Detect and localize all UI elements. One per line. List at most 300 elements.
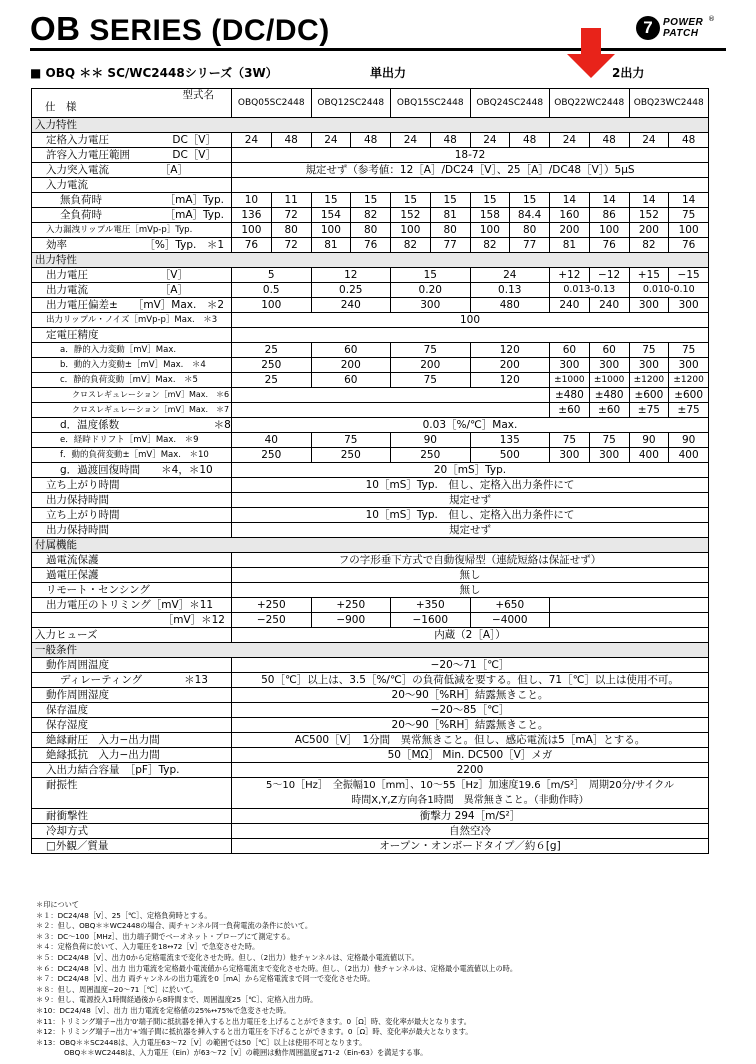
cell: ±480 [589, 388, 629, 403]
row-shock [32, 809, 709, 824]
label: 立ち上がり時間 [32, 508, 232, 523]
footnote: ＊１：DC24/48［V］、25［℃］、定格負荷時とする。 [36, 910, 212, 920]
cell: 15 [351, 193, 391, 208]
footnote: ＊７：DC24/48［V］、出力 両チャンネルの出力電流を0［mA］から定格電流まで同一で変化させた時。 [36, 974, 375, 984]
cell: ±1200 [669, 373, 709, 388]
footnote: OBQ＊＊WC2448は、入力電圧（Ein）が63〜72［V］の範囲は動作周囲温度≦71-2（Ein-63）を満足する事。 [64, 1048, 428, 1058]
cell: 20〜90［%RH］結露無きこと。 [232, 688, 709, 703]
cell: 内蔵（2［A］） [232, 628, 709, 643]
spec-label: 仕 様 [45, 101, 77, 113]
cell: 400 [629, 448, 669, 463]
label: 効率 [46, 239, 67, 251]
footnote: ＊６：DC24/48［V］、出力 出力電流を定格最小電流値から定格電流まで変化させた時。但し、（2出力）他チャンネルは、定格最小電流値以上の時。 [36, 963, 518, 973]
row-no-load [32, 193, 709, 208]
cell: 100 [391, 223, 431, 238]
cell: 75 [629, 343, 669, 358]
red-arrow-icon [565, 28, 617, 80]
label: ［mV］＊12 [32, 613, 232, 628]
cell: −12 [589, 268, 629, 283]
footnote: ＊８：但し、周囲温度−20〜71［℃］に於いて。 [36, 984, 198, 994]
cell: 76 [351, 238, 391, 253]
cell: 75 [391, 373, 471, 388]
cell: 0.010-0.10 [629, 283, 709, 298]
cell: 76 [589, 238, 629, 253]
row-dyn-load [32, 448, 709, 463]
spec-table [31, 88, 709, 854]
cell: オープン・オンボードタイプ／約６[g] [232, 839, 709, 854]
dual-output-label: 2出力 [612, 66, 645, 80]
cell: ±75 [669, 403, 709, 418]
label: 保存温度 [32, 703, 232, 718]
cell: 72 [271, 238, 311, 253]
cell: 40 [232, 433, 312, 448]
label: 耐振性 [32, 778, 232, 809]
label: 立ち上がり時間 [32, 478, 232, 493]
row-ripple-in [32, 223, 709, 238]
cell: 300 [589, 448, 629, 463]
cell: 無し [232, 583, 709, 598]
cell: 480 [470, 298, 550, 313]
cell: −20〜71［℃］ [232, 658, 709, 673]
cell: ±480 [550, 388, 590, 403]
cell: 0.13 [470, 283, 550, 298]
cell: 80 [510, 223, 550, 238]
cell: 82 [629, 238, 669, 253]
row-rise1 [32, 478, 709, 493]
cell [232, 778, 709, 809]
label: 入力漏洩リップル電圧［mVp-p］Typ. [32, 223, 232, 238]
cell: ±1200 [629, 373, 669, 388]
cell: 24 [232, 133, 272, 148]
cell: 300 [391, 298, 471, 313]
cell: +650 [470, 598, 550, 613]
cell: 48 [589, 133, 629, 148]
vibration-line2: 時間X,Y,Z方向各1時間 異常無きこと。（非動作時） [351, 795, 589, 806]
cell: 158 [470, 208, 510, 223]
footnotes [36, 900, 517, 1059]
cell: 自然空冷 [232, 824, 709, 839]
cell: 500 [470, 448, 550, 463]
row-op-temp [32, 658, 709, 673]
cell: 200 [629, 223, 669, 238]
cell: 77 [510, 238, 550, 253]
cell: 2200 [232, 763, 709, 778]
cell: 160 [550, 208, 590, 223]
row-cooling [32, 824, 709, 839]
cell: 77 [430, 238, 470, 253]
model-name: OBQ22WC2448 [550, 89, 630, 118]
cell: 48 [510, 133, 550, 148]
empty-span [550, 613, 709, 628]
cell: 14 [669, 193, 709, 208]
cell: ±600 [669, 388, 709, 403]
cell: 82 [351, 208, 391, 223]
label: □外観／質量 [32, 839, 232, 854]
cell: 300 [550, 448, 590, 463]
cell: 15 [430, 193, 470, 208]
cell: +250 [311, 598, 391, 613]
unit: ［%］Typ. ＊1 [144, 239, 224, 251]
cell: 0.5 [232, 283, 312, 298]
label: g．過渡回復時間 ＊4，＊10 [32, 463, 232, 478]
unit: ［mA］Typ. [164, 209, 224, 221]
logo-text [663, 17, 703, 39]
cell: 規定せず [232, 523, 709, 538]
model-name: OBQ24SC2448 [470, 89, 550, 118]
cell: 82 [470, 238, 510, 253]
cell: 300 [550, 358, 590, 373]
cell: 25 [232, 343, 312, 358]
row-vibration [32, 778, 709, 809]
label: 絶縁抵抗 入力−出力間 [32, 748, 232, 763]
cell: 80 [430, 223, 470, 238]
cell: ±60 [550, 403, 590, 418]
cell: ±1000 [550, 373, 590, 388]
cell: 75 [391, 343, 471, 358]
cell: 136 [232, 208, 272, 223]
footnote: ＊９：但し、電源投入1時間経過後から8時間まで、周囲温度25［℃］、定格入出力時。 [36, 995, 318, 1005]
model-header-label [32, 89, 232, 118]
cell: −4000 [470, 613, 550, 628]
cell: 0.03［%/℃］Max. [232, 418, 709, 433]
cell: フの字形垂下方式で自動復帰型（連続短絡は保証せず） [232, 553, 709, 568]
cell: 90 [391, 433, 471, 448]
cell: 120 [470, 373, 550, 388]
cell: 75 [311, 433, 391, 448]
unit: ［A］ [159, 284, 188, 296]
cell: −900 [311, 613, 391, 628]
label: リモート・センシング [32, 583, 232, 598]
cell: 15 [311, 193, 351, 208]
cell: 60 [311, 343, 391, 358]
cell: 80 [351, 223, 391, 238]
cell: 24 [470, 268, 550, 283]
cell: 100 [470, 223, 510, 238]
logo-line2: PATCH [663, 28, 699, 39]
row-out-current [32, 283, 709, 298]
model-name: OBQ23WC2448 [629, 89, 709, 118]
cell: 154 [311, 208, 351, 223]
cell: 12 [311, 268, 391, 283]
row-temp-coef [32, 418, 709, 433]
label: d．温度係数 ＊8 [32, 418, 232, 433]
cell: 規定せず [232, 493, 709, 508]
row-v-dev [32, 298, 709, 313]
cell: 300 [629, 358, 669, 373]
label: 過電圧保護 [32, 568, 232, 583]
cell: AC500［V］ 1分間 異常無きこと。但し、感応電流は5［mA］とする。 [232, 733, 709, 748]
row-load-reg [32, 373, 709, 388]
label: 耐衝撃性 [32, 809, 232, 824]
model-label: 型式名 [182, 89, 214, 101]
row-ripple-out [32, 313, 709, 328]
cell: 76 [232, 238, 272, 253]
cell: 48 [430, 133, 470, 148]
cell: 200 [311, 358, 391, 373]
cell: 75 [669, 208, 709, 223]
row-rated-input [32, 133, 709, 148]
label: f．動的負荷変動±［mV］Max. ＊10 [32, 448, 232, 463]
row-input-current [32, 178, 709, 193]
cell: 75 [589, 433, 629, 448]
cell: ±60 [589, 403, 629, 418]
cell: 100 [232, 298, 312, 313]
cell: 48 [351, 133, 391, 148]
cell: 300 [629, 298, 669, 313]
empty-span [232, 388, 550, 403]
label: 過電流保護 [32, 553, 232, 568]
cell: 10 [232, 193, 272, 208]
cell: 24 [311, 133, 351, 148]
unit: ［mV］Max. ＊2 [132, 299, 224, 311]
label: c．静的負荷変動［mV］Max. ＊5 [32, 373, 232, 388]
cell: 15 [470, 193, 510, 208]
label: e．経時ドリフト［mV］Max. ＊9 [32, 433, 232, 448]
label: 出力電流 [46, 284, 88, 296]
logo-mark: 7 [636, 16, 660, 40]
footnote: ＊12：トリミング端子−出力'+'端子間に抵抗器を挿入すると出力電圧を下げることができます。0［Ω］時、変化率が最大となります。 [36, 1027, 473, 1037]
cell: 200 [550, 223, 590, 238]
header-rule [30, 48, 726, 51]
cell: 24 [550, 133, 590, 148]
label: 無負荷時 [60, 194, 102, 206]
section-general: 一般条件 [32, 643, 709, 658]
label: 出力電圧 [46, 269, 88, 281]
cell: 100 [232, 223, 272, 238]
cell: 10［mS］Typ. 但し、定格入出力条件にて [232, 508, 709, 523]
cell: 20［mS］Typ. [232, 463, 709, 478]
footnote: ＊印について [36, 900, 79, 909]
single-output-label: 単出力 [370, 66, 407, 80]
cell: 48 [669, 133, 709, 148]
vibration-line1: 5〜10［Hz］ 全振幅10［mm］、10〜55［Hz］加速度19.6［m/S²］ 周期20分/サイクル [266, 780, 674, 791]
footnote: ＊３：DC〜100［MHz］、出力端子間でベーオネット・プローブにて測定する。 [36, 931, 295, 941]
cell: 100 [669, 223, 709, 238]
cell: 24 [629, 133, 669, 148]
label: クロスレギュレーション［mV］Max. ＊7 [32, 403, 232, 418]
series-prefix: OB [30, 10, 81, 47]
cell: 250 [232, 448, 312, 463]
cell: 60 [550, 343, 590, 358]
cell: 200 [391, 358, 471, 373]
section-output: 出力特性 [32, 253, 709, 268]
cell: 152 [391, 208, 431, 223]
label: 保存湿度 [32, 718, 232, 733]
label: 入出力結合容量 ［pF］Typ. [32, 763, 232, 778]
cell: 50［MΩ］ Min. DC500［V］メガ [232, 748, 709, 763]
cell: 衝撃力 294［m/S²］ [232, 809, 709, 824]
row-op-hum [32, 688, 709, 703]
cell: 81 [311, 238, 351, 253]
label: b．動的入力変動±［mV］Max. ＊4 [32, 358, 232, 373]
cell: 300 [669, 298, 709, 313]
label: 定電圧精度 [32, 328, 232, 343]
label: 動作周囲温度 [32, 658, 232, 673]
row-allow-range [32, 148, 709, 163]
cell: 400 [669, 448, 709, 463]
label: 冷却方式 [32, 824, 232, 839]
cell: 240 [589, 298, 629, 313]
cell: 81 [430, 208, 470, 223]
label: 動作周囲湿度 [32, 688, 232, 703]
cell: 86 [589, 208, 629, 223]
cell: ±600 [629, 388, 669, 403]
unit: ［V］ [159, 269, 188, 281]
cell: 75 [550, 433, 590, 448]
cell: 14 [589, 193, 629, 208]
cell: 無し [232, 568, 709, 583]
row-st-hum [32, 718, 709, 733]
logo-line1: POWER [663, 17, 704, 28]
row-insulation [32, 748, 709, 763]
label: 出力保持時間 [32, 493, 232, 508]
cell: 100 [311, 223, 351, 238]
row-dyn-line [32, 358, 709, 373]
cell: 80 [271, 223, 311, 238]
row-label [32, 133, 232, 148]
cell: −1600 [391, 613, 471, 628]
footnote: ＊13：OBQ＊＊SC2448は、入力電圧63〜72［V］の範囲では50［℃］以上は使用不可となります。 [36, 1037, 367, 1047]
model-name: OBQ05SC2448 [232, 89, 312, 118]
row-trim12 [32, 613, 709, 628]
cell: 152 [629, 208, 669, 223]
cell: 20〜90［%RH］結露無きこと。 [232, 718, 709, 733]
cell: 300 [589, 358, 629, 373]
label: 定格入力電圧 [46, 134, 109, 146]
cell: 76 [669, 238, 709, 253]
row-accuracy [32, 328, 709, 343]
cell: 120 [470, 343, 550, 358]
label: 出力電圧偏差± [46, 299, 118, 311]
cell: ±1000 [589, 373, 629, 388]
cell: 82 [391, 238, 431, 253]
cell: −250 [232, 613, 312, 628]
cell: +15 [629, 268, 669, 283]
cell: 240 [311, 298, 391, 313]
series-suffix: SERIES (DC/DC) [89, 14, 330, 47]
row-fuse [32, 628, 709, 643]
page-title [30, 10, 330, 48]
footnote: ＊10：DC24/48［V］、出力 出力電流を定格値の25%↔75%で急変させた時。 [36, 1005, 291, 1015]
subtitle: ■ OBQ ＊＊ SC/WC2448シリーズ（3W） [30, 66, 278, 80]
label: 入力ヒューズ [32, 628, 232, 643]
cell: 84.4 [510, 208, 550, 223]
label: a．静的入力変動［mV］Max. [32, 343, 232, 358]
cell: +350 [391, 598, 471, 613]
cell: 60 [589, 343, 629, 358]
row-coupling [32, 763, 709, 778]
cell: 11 [271, 193, 311, 208]
model-name: OBQ15SC2448 [391, 89, 471, 118]
empty-span [232, 403, 550, 418]
label: 全負荷時 [60, 209, 102, 221]
cell: 300 [669, 358, 709, 373]
cell: +12 [550, 268, 590, 283]
cell: 0.013-0.13 [550, 283, 630, 298]
label: 入力電流 [32, 178, 232, 193]
cell: 14 [550, 193, 590, 208]
label: ディレーティング ＊13 [32, 673, 232, 688]
section-functions: 付属機能 [32, 538, 709, 553]
footnote: ＊11：トリミング端子−出力'0'端子間に抵抗器を挿入すると出力電圧を上げることができます。0［Ω］時、変化率が最大となります。 [36, 1016, 471, 1026]
cell: 18-72 [232, 148, 709, 163]
cell: ±75 [629, 403, 669, 418]
unit: ［A］ [159, 164, 188, 176]
row-remote [32, 583, 709, 598]
row-out-voltage [32, 268, 709, 283]
unit: ［mA］Typ. [164, 194, 224, 206]
row-recovery [32, 463, 709, 478]
cell: 240 [550, 298, 590, 313]
cell: 90 [629, 433, 669, 448]
model-name: OBQ12SC2448 [311, 89, 391, 118]
cell: 14 [629, 193, 669, 208]
cell: 10［mS］Typ. 但し、定格入出力条件にて [232, 478, 709, 493]
cell: 60 [311, 373, 391, 388]
cell: 25 [232, 373, 312, 388]
cell: 135 [470, 433, 550, 448]
cell: −20〜85［℃］ [232, 703, 709, 718]
cell: 75 [669, 343, 709, 358]
cell: 規定せず（参考値：12［A］/DC24［V］、25［A］/DC48［V］）5μS [232, 163, 709, 178]
footnote: ＊５：DC24/48［V］、出力0から定格電流まで変化させた時。但し、（2出力）他チャンネルは、定格最小電流値以下。 [36, 952, 419, 962]
cell: 48 [271, 133, 311, 148]
cell: 5 [232, 268, 312, 283]
row-derating [32, 673, 709, 688]
footnote: ＊４：定格負荷に於いて、入力電圧を18↔72［V］で急変させた時。 [36, 942, 260, 952]
row-rise2 [32, 508, 709, 523]
cell: 0.25 [311, 283, 391, 298]
cell: 100 [232, 313, 709, 328]
label: 許容入力電圧範囲 [46, 149, 130, 161]
row-ovp [32, 568, 709, 583]
row-cross6 [32, 388, 709, 403]
empty-span [550, 598, 709, 613]
row-withstand [32, 733, 709, 748]
cell: +250 [232, 598, 312, 613]
cell: 72 [271, 208, 311, 223]
unit: DC［V］ [172, 149, 216, 161]
cell: 200 [470, 358, 550, 373]
row-st-temp [32, 703, 709, 718]
cell: 15 [510, 193, 550, 208]
logo-registered: ® [708, 15, 715, 23]
row-hold2 [32, 523, 709, 538]
label: 絶縁耐圧 入力−出力間 [32, 733, 232, 748]
label: 出力保持時間 [32, 523, 232, 538]
row-ocp [32, 553, 709, 568]
cell: −15 [669, 268, 709, 283]
cell: 250 [391, 448, 471, 463]
row-full-load [32, 208, 709, 223]
model-header-row [32, 89, 709, 118]
cell: 50［℃］以上は、3.5［%/℃］の負荷低減を要する。但し、71［℃］以上は使用不可。 [232, 673, 709, 688]
row-appearance [32, 839, 709, 854]
cell: 15 [391, 193, 431, 208]
cell: 24 [391, 133, 431, 148]
label: クロスレギュレーション［mV］Max. ＊6 [32, 388, 232, 403]
label: 入力突入電流 [46, 164, 109, 176]
label: 出力リップル・ノイズ［mVp-p］Max. ＊3 [32, 313, 232, 328]
unit: DC［V］ [172, 134, 216, 146]
row-line-reg [32, 343, 709, 358]
row-inrush [32, 163, 709, 178]
footnote: ＊２：但し、OBQ＊＊WC2448の場合、両チャンネル同一負荷電流の条件に於いて。 [36, 921, 313, 931]
row-cross7 [32, 403, 709, 418]
label: 出力電圧のトリミング［mV］＊11 [32, 598, 232, 613]
row-hold1 [32, 493, 709, 508]
cell: 250 [232, 358, 312, 373]
